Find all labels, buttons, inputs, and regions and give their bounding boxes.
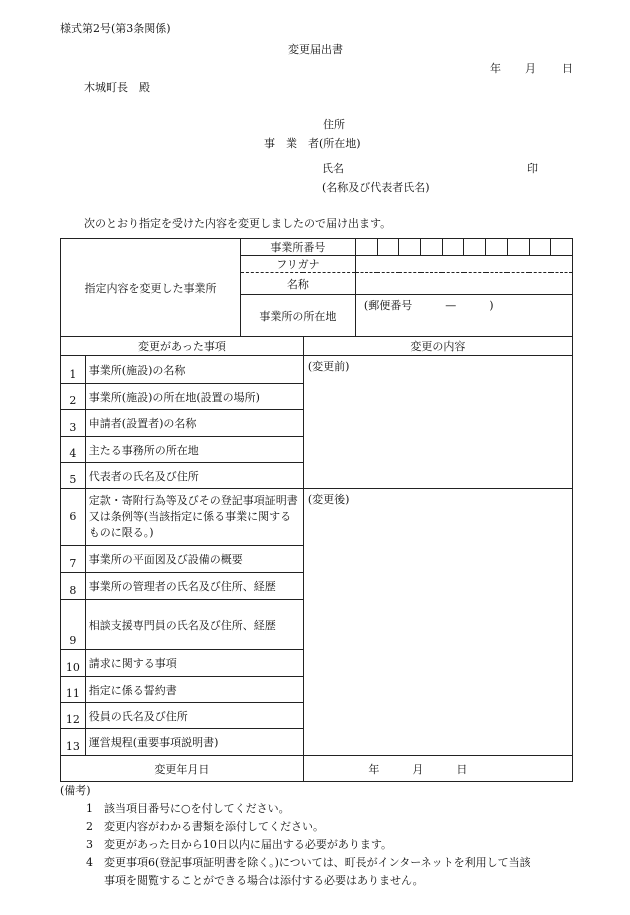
office-number-digit[interactable] (486, 239, 508, 256)
name-label: 氏名 (322, 162, 344, 175)
office-name-label: 名称 (240, 273, 355, 295)
change-item-text: 指定に係る誓約書 (85, 677, 303, 703)
change-item-number[interactable]: 2 (61, 384, 86, 410)
change-item-text: 定款・寄附行為等及びその登記事項証明書又は条例等(当該指定に係る事業に関するものに限る。) (85, 489, 303, 546)
change-item-number[interactable]: 12 (61, 703, 86, 729)
office-number-row (61, 239, 573, 256)
office-number-digit[interactable] (551, 239, 573, 256)
change-item-text: 事業所の管理者の氏名及び住所、経歴 (85, 573, 303, 600)
name-note: (名称及び代表者氏名) (322, 181, 430, 194)
change-item-row (61, 356, 573, 384)
intro-text: 次のとおり指定を受けた内容を変更しましたので届け出ます。 (84, 217, 392, 230)
change-item-number[interactable]: 7 (61, 546, 86, 573)
note-item: 4 変更事項6(登記事項証明書を除く。)については、町長がインターネットを利用して当該 (86, 856, 531, 869)
addressee: 木城町長 殿 (84, 81, 150, 94)
note-item: 1 該当項目番号に○を付してください。 (86, 802, 290, 815)
office-location-field[interactable] (355, 295, 572, 337)
change-before-label: (変更前) (307, 360, 350, 373)
change-item-text: 請求に関する事項 (85, 650, 303, 677)
change-item-number[interactable]: 13 (61, 729, 86, 756)
postal-code-text: (郵便番号 — ) (363, 299, 494, 312)
changes-header-row (61, 337, 573, 356)
date-day: 日 (562, 62, 573, 75)
change-date-value[interactable]: 年 月 日 (303, 756, 572, 782)
change-item-text: 運営規程(重要事項説明書) (85, 729, 303, 756)
office-number-digit[interactable] (399, 239, 421, 256)
note-item: 2 変更内容がわかる書類を添付してください。 (86, 820, 324, 833)
change-item-number[interactable]: 6 (61, 489, 86, 546)
office-number-digit[interactable] (421, 239, 443, 256)
change-item-text: 事業所の平面図及び設備の概要 (85, 546, 303, 573)
change-item-text: 役員の氏名及び住所 (85, 703, 303, 729)
changes-content-header: 変更の内容 (303, 337, 572, 356)
office-location-label: 事業所の所在地 (240, 295, 355, 337)
date-month: 月 (525, 62, 536, 75)
office-number-digit[interactable] (529, 239, 551, 256)
change-item-text: 申請者(設置者)の名称 (85, 410, 303, 437)
change-item-row (61, 489, 573, 546)
change-item-number[interactable]: 3 (61, 410, 86, 437)
note-item-continuation: 事項を閲覧することができる場合は添付する必要はありません。 (104, 874, 424, 887)
address-label: 住所 (323, 118, 345, 131)
office-furigana-field[interactable] (355, 256, 572, 273)
change-item-number[interactable]: 8 (61, 573, 86, 600)
office-furigana-label: フリガナ (240, 256, 355, 273)
change-item-text: 事業所(施設)の所在地(設置の場所) (85, 384, 303, 410)
note-item: 3 変更があった日から10日以内に届出する必要があります。 (86, 838, 393, 851)
change-item-number[interactable]: 11 (61, 677, 86, 703)
change-item-number[interactable]: 10 (61, 650, 86, 677)
office-number-digit[interactable] (355, 239, 377, 256)
office-number-label: 事業所番号 (240, 239, 355, 256)
change-before-field[interactable] (303, 356, 572, 489)
notes-heading: (備考) (60, 784, 91, 797)
change-item-number[interactable]: 5 (61, 463, 86, 489)
change-date-label: 変更年月日 (61, 756, 304, 782)
change-after-field[interactable] (303, 489, 572, 756)
change-after-label: (変更後) (307, 493, 350, 506)
office-number-digit[interactable] (507, 239, 529, 256)
form-number: 様式第2号(第3条関係) (60, 22, 171, 35)
office-name-field[interactable] (355, 273, 572, 295)
office-number-digit[interactable] (377, 239, 399, 256)
date-year: 年 (490, 62, 501, 75)
change-item-text: 事業所(施設)の名称 (85, 356, 303, 384)
change-item-number[interactable]: 4 (61, 437, 86, 463)
seal-mark: 印 (527, 162, 538, 175)
change-date-row (61, 756, 573, 782)
change-item-text: 相談支援専門員の氏名及び住所、経歴 (85, 600, 303, 650)
business-label: 事 業 者(所在地) (264, 137, 361, 150)
change-item-text: 主たる事務所の所在地 (85, 437, 303, 463)
change-item-number[interactable]: 9 (61, 600, 86, 650)
office-number-digit[interactable] (442, 239, 464, 256)
office-number-digit[interactable] (464, 239, 486, 256)
document-title: 変更届出書 (288, 43, 343, 56)
changes-items-header: 変更があった事項 (61, 337, 304, 356)
office-section-label: 指定内容を変更した事業所 (61, 239, 241, 337)
form-table (60, 238, 573, 782)
change-item-text: 代表者の氏名及び住所 (85, 463, 303, 489)
change-item-number[interactable]: 1 (61, 356, 86, 384)
